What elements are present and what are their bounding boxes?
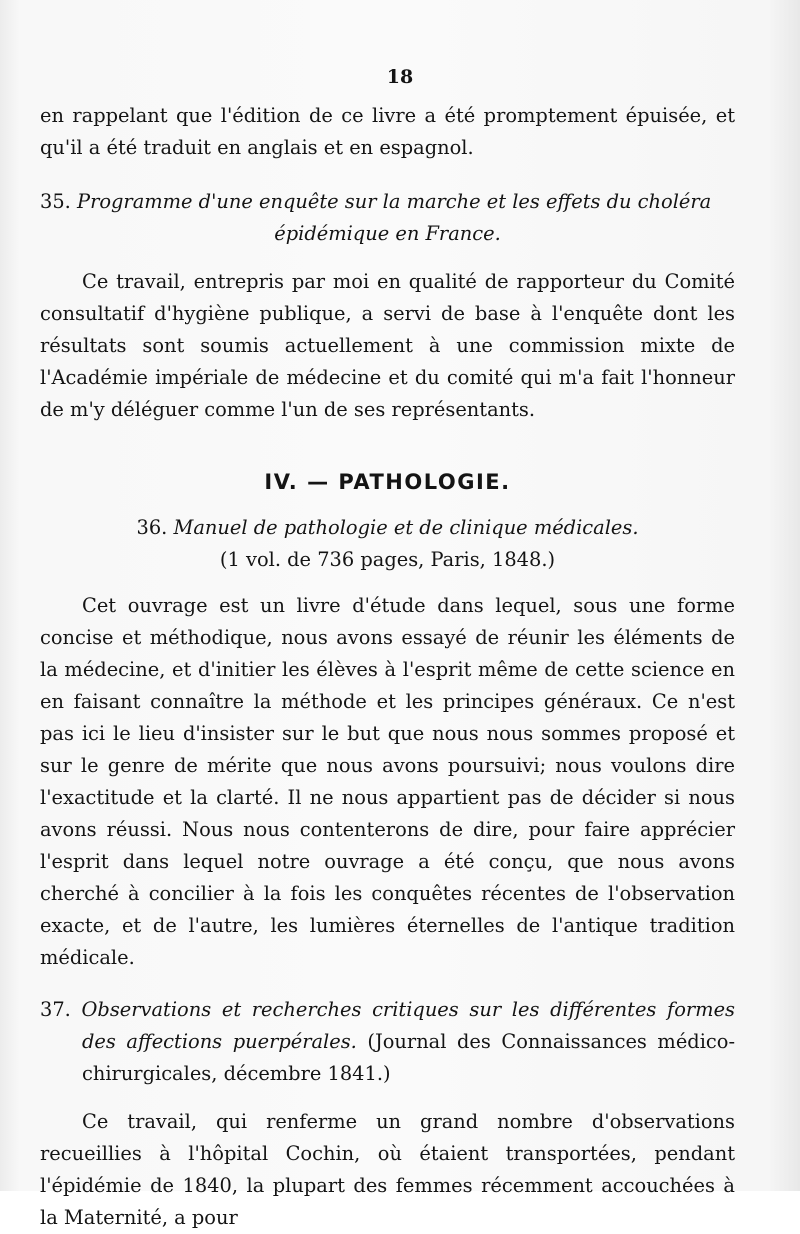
page-content xyxy=(40,100,735,1234)
intro-paragraph-end: en rappelant que l'édition de ce livre a été promptement épuisée, et qu'il a été traduit en anglais et en espagnol. xyxy=(40,104,735,159)
entry-36-description: Cet ouvrage est un livre d'étude dans lequel, sous une forme concise et méthodique, nous avons essayé de réunir les éléments de la médecine, et d'initier les élèves à l'esprit même de cette science en en faisant connaître la méthode et les principes généraux. Ce n'est pas ici le lieu d'insister sur le but que nous nous sommes proposé et sur le genre de mérite que nous avons poursuivi; nous voulons dire l'exactitude et la clarté. Il ne nous appartient pas de décider si nous avons réussi. Nous nous contenterons de dire, pour faire apprécier l'esprit dans lequel notre ouvrage a été conçu, que nous avons cherché à concilier à la fois les conquêtes récentes de l'observation exacte, et de l'autre, les lumières éternelles de l'antique tradition médicale. xyxy=(40,594,735,969)
entry-36 xyxy=(40,512,735,576)
entry-36-details: (1 vol. de 736 pages, Paris, 1848.) xyxy=(219,548,556,571)
entry-37 xyxy=(40,994,735,1090)
section-heading: IV. — PATHOLOGIE. xyxy=(264,470,511,494)
entry-37-number: 37. xyxy=(40,998,71,1021)
page-number: 18 xyxy=(386,66,414,88)
entry-37-details: (Journal des Connaissances médico-chirurgicales, décembre 1841.) xyxy=(82,1030,735,1085)
entry-37-title: Observations et recherches critiques sur les différentes formes des affections puerpérales. xyxy=(81,998,735,1053)
entry-35-title-line2: épidémique en France. xyxy=(274,222,501,245)
entry-36-title: Manuel de pathologie et de clinique médicales. xyxy=(173,516,639,539)
entry-35-description: Ce travail, entrepris par moi en qualité de rapporteur du Comité consultatif d'hygiène publique, a servi de base à l'enquête dont les résultats sont soumis actuellement à une commission mixte de l'Académie impériale de médecine et du comité qui m'a fait l'honneur de m'y déléguer comme l'un de ses représentants. xyxy=(40,270,735,421)
entry-35-number: 35. xyxy=(40,190,71,213)
entry-35 xyxy=(40,186,735,250)
entry-36-number: 36. xyxy=(136,516,168,539)
entry-37-description: Ce travail, qui renferme un grand nombre d'observations recueillies à l'hôpital Cochin, où étaient transportées, pendant l'épidémie de 1840, la plupart des femmes récemment accouchées à la Maternité, a pour xyxy=(40,1110,735,1229)
entry-35-title-line1: Programme d'une enquête sur la marche et les effets du choléra xyxy=(77,190,712,213)
